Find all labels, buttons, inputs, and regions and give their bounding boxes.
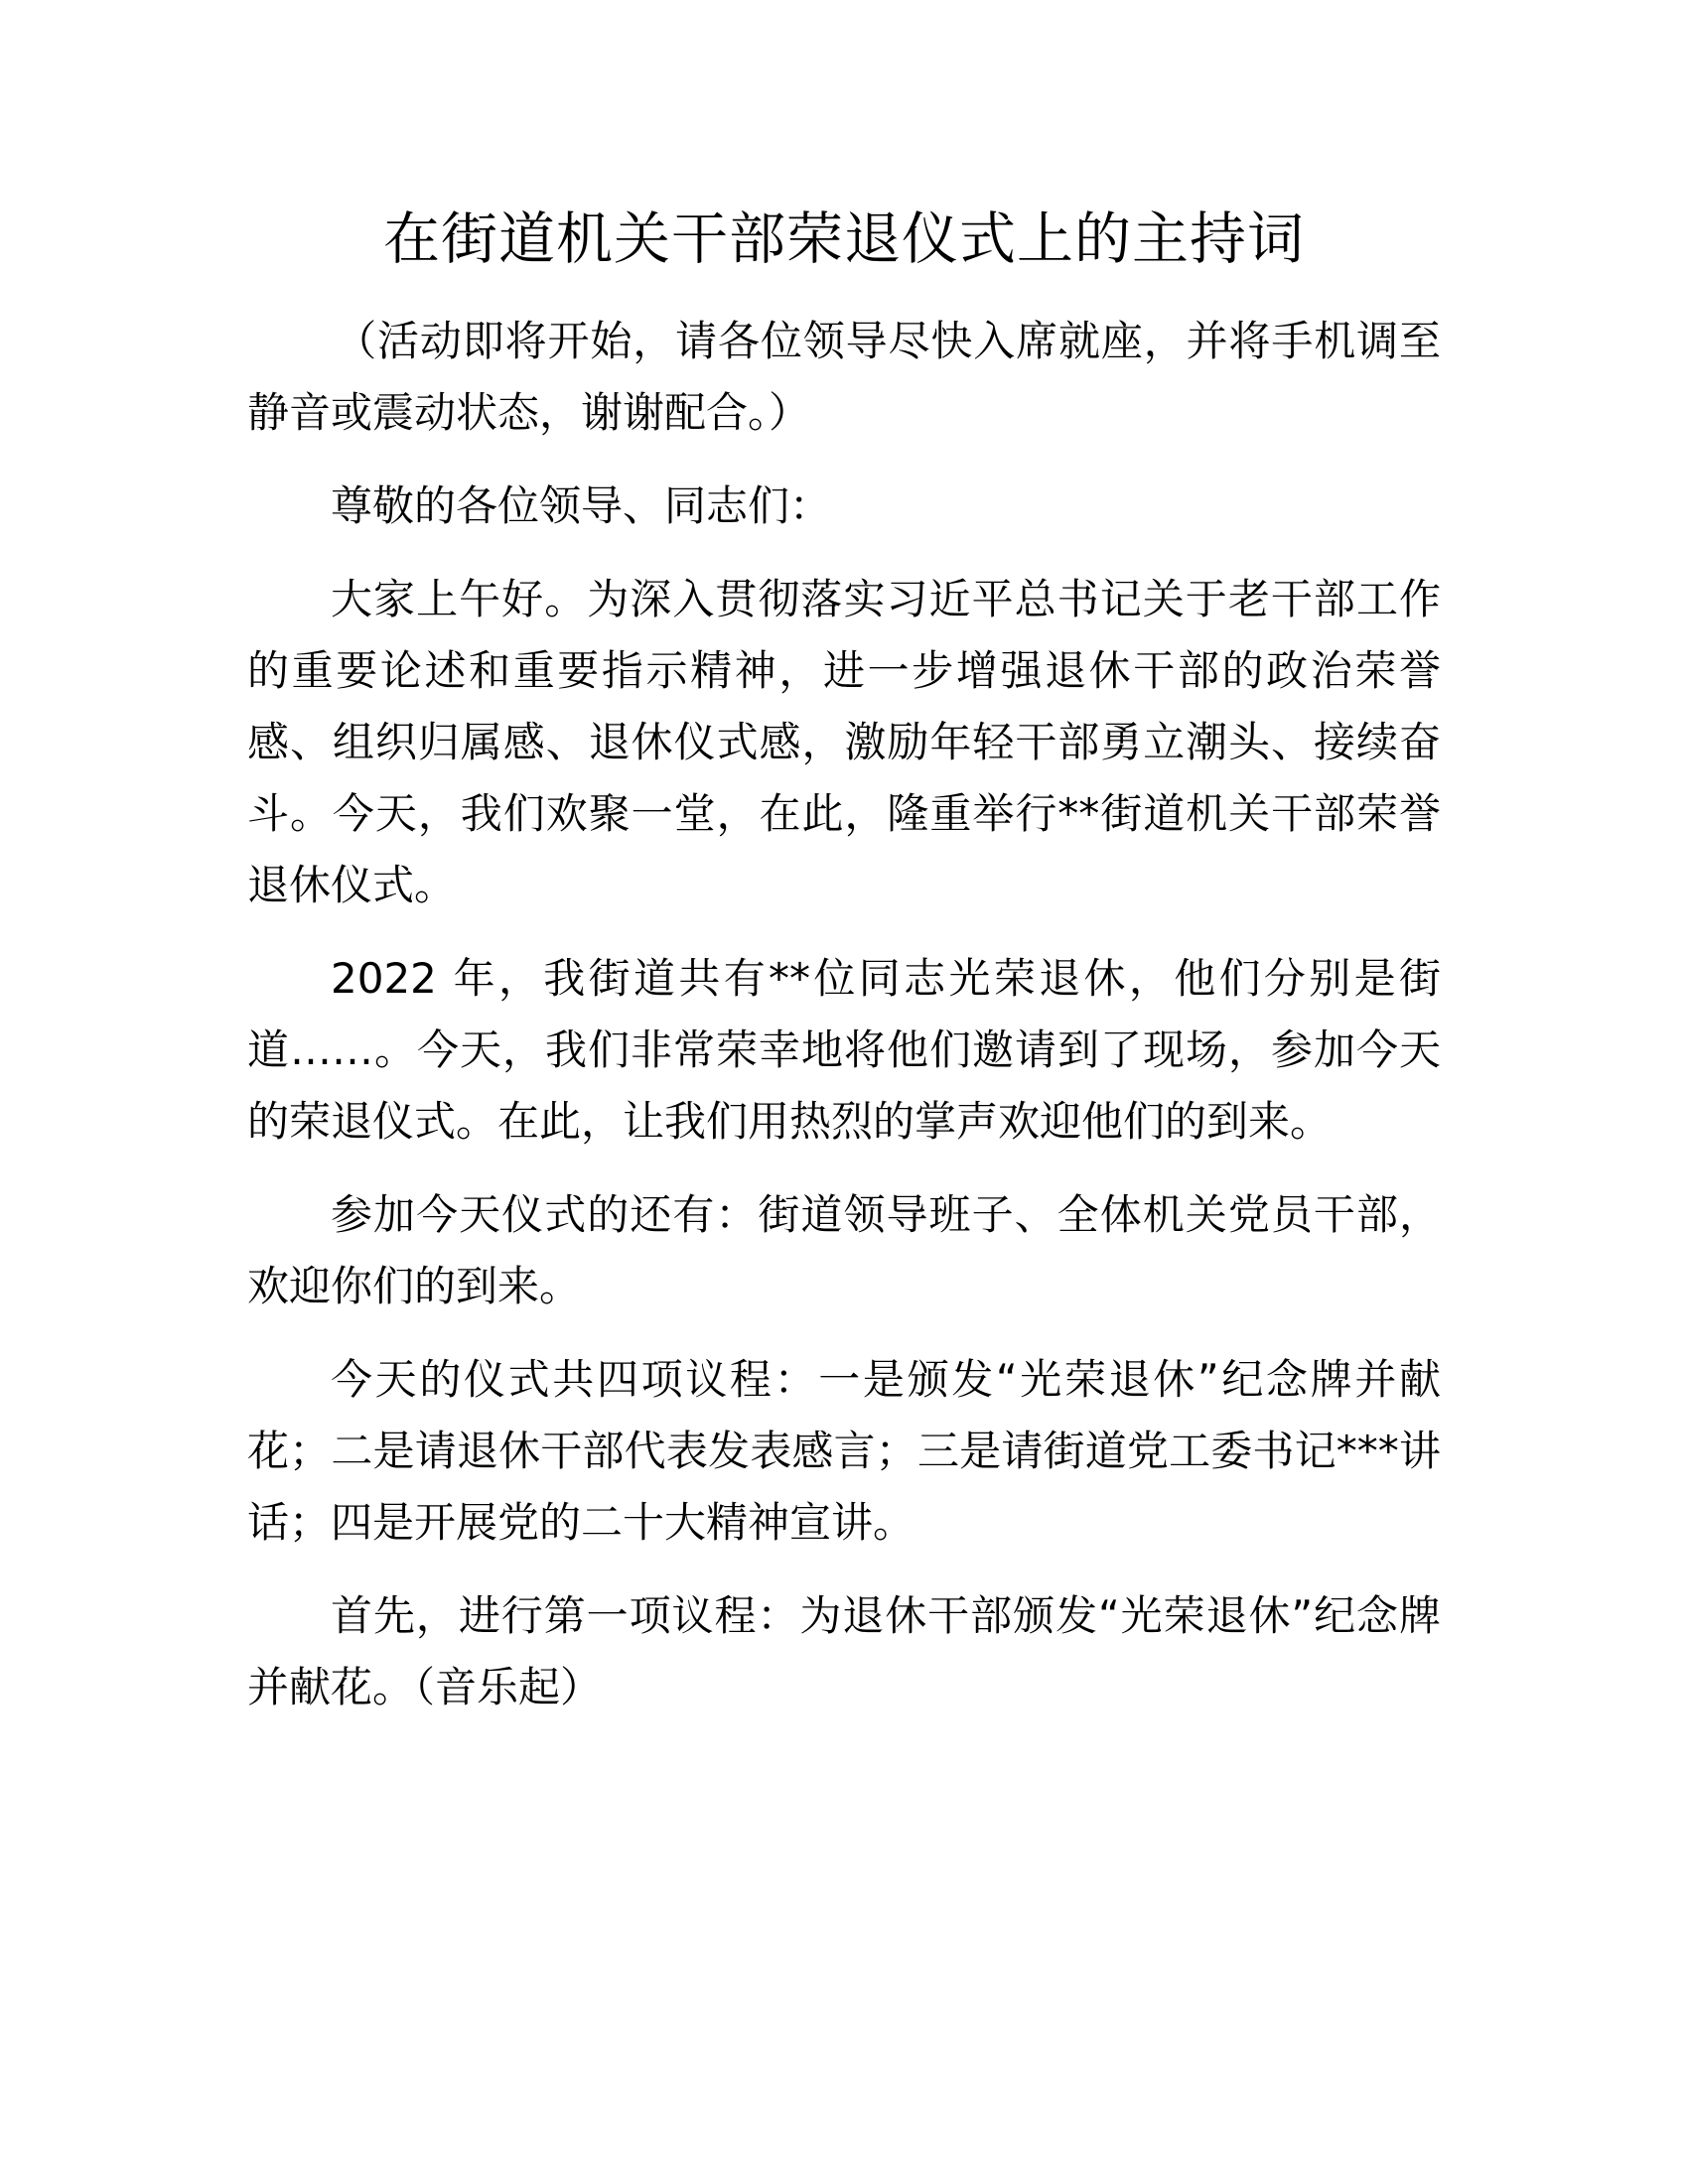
document-body [247, 306, 1441, 1745]
salutation-paragraph: 尊敬的各位领导、同志们： [331, 481, 832, 530]
stage-direction-paragraph: （活动即将开始，请各位领导尽快入席就座，并将手机调至静音或震动状态，谢谢配合。） [247, 317, 1441, 437]
agenda-paragraph: 今天的仪式共四项议程：一是颁发“光荣退休”纪念牌并献花；二是请退休干部代表发表感言；三是请街道党工委书记***讲话；四是开展党的二十大精神宣讲。 [247, 1355, 1441, 1547]
retirees-paragraph: 2022 年，我街道共有**位同志光荣退休，他们分别是街道……。今天，我们非常荣幸地将他们邀请到了现场，参加今天的荣退仪式。在此，让我们用热烈的掌声欢迎他们的到来。 [247, 954, 1441, 1146]
document-title: 在街道机关干部荣退仪式上的主持词 [383, 206, 1305, 272]
first-agenda-item-paragraph: 首先，进行第一项议程：为退休干部颁发“光荣退休”纪念牌并献花。（音乐起） [247, 1591, 1441, 1711]
opening-paragraph: 大家上午好。为深入贯彻落实习近平总书记关于老干部工作的重要论述和重要指示精神，进一步增强退休干部的政治荣誉感、组织归属感、退休仪式感，激励年轻干部勇立潮头、接续奋斗。今天，我们欢聚一堂，在此，隆重举行**街道机关干部荣誉退休仪式。 [247, 575, 1441, 909]
attendees-paragraph: 参加今天仪式的还有：街道领导班子、全体机关党员干部，欢迎你们的到来。 [247, 1190, 1441, 1310]
